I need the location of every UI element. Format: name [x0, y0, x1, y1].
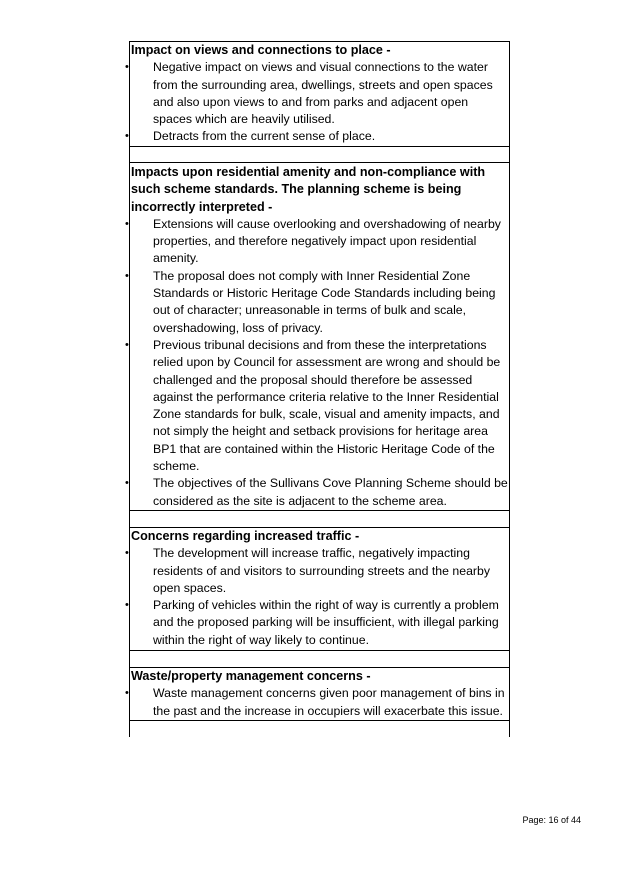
table-rule: [130, 162, 509, 163]
bullet-icon: •: [125, 217, 129, 230]
bullet-list: [125, 685, 509, 720]
section-heading: [130, 528, 509, 545]
item-line: The development will increase traffic, negatively impacting: [153, 546, 470, 561]
item-line: open spaces.: [153, 580, 227, 595]
item-line: Previous tribunal decisions and from these the interpretations: [153, 337, 487, 352]
item-line: from the surrounding area, dwellings, streets and open spaces: [153, 77, 493, 92]
item-line: out of character; unreasonable in terms of bulk and scale,: [153, 303, 467, 318]
item-line: Parking of vehicles within the right of way is currently a problem: [153, 598, 499, 613]
item-line: Standards or Historic Heritage Code Standards including being: [153, 286, 496, 301]
list-item: [125, 59, 509, 128]
page-number: Page: 16 of 44: [522, 815, 581, 825]
list-item: [125, 216, 509, 268]
item-line: within the right of way likely to continue.: [153, 632, 369, 647]
list-item: [125, 475, 509, 510]
bullet-icon: •: [125, 61, 129, 74]
item-line: The objectives of the Sullivans Cove Planning Scheme should be: [153, 476, 508, 491]
list-item: [125, 268, 509, 337]
section-views-connections: [125, 42, 509, 146]
list-item: [125, 597, 509, 649]
table-rule: [130, 720, 509, 721]
item-line: the past and the increase in occupiers will exacerbate this issue.: [153, 703, 503, 718]
heading-line: Waste/property management concerns -: [131, 669, 371, 683]
section-heading: [130, 668, 509, 685]
table-rule: [130, 510, 509, 511]
table-rule: [130, 650, 509, 651]
item-line: properties, and therefore negatively impact upon residential: [153, 234, 477, 249]
section-heading: [130, 42, 509, 59]
bullet-list: [125, 216, 509, 510]
bullet-list: [125, 545, 509, 649]
bullet-icon: •: [125, 547, 129, 560]
heading-line: incorrectly interpreted -: [131, 199, 273, 214]
bullet-list: [125, 59, 509, 145]
item-line: Negative impact on views and visual connections to the water: [153, 60, 488, 75]
bullet-icon: •: [125, 477, 129, 490]
item-line: Extensions will cause overlooking and overshadowing of nearby: [153, 216, 501, 231]
objections-table: [125, 41, 510, 737]
list-item: [125, 128, 509, 145]
item-line: and the proposed parking will be insufficient, with illegal parking: [153, 615, 499, 630]
item-line: Detracts from the current sense of place.: [153, 129, 376, 144]
bullet-icon: •: [125, 130, 129, 143]
item-line: scheme.: [153, 459, 200, 474]
item-line: overshadowing, loss of privacy.: [153, 320, 323, 335]
heading-line: Concerns regarding increased traffic -: [131, 529, 360, 543]
item-line: not simply the height and setback provisions for heritage area: [153, 424, 488, 439]
bullet-icon: •: [125, 338, 129, 351]
heading-line: Impacts upon residential amenity and non-compliance with: [131, 165, 486, 179]
item-line: against the performance criteria relative to the Inner Residential: [153, 389, 499, 404]
item-line: challenged and the proposal should therefore be assessed: [153, 372, 473, 387]
item-line: and also upon views to and from parks and adjacent open: [153, 94, 469, 109]
list-item: [125, 545, 509, 597]
section-traffic: [125, 528, 509, 649]
list-item: [125, 337, 509, 475]
section-heading: [130, 164, 509, 216]
bullet-icon: •: [125, 687, 129, 700]
item-line: Zone standards for bulk, scale, visual and amenity impacts, and: [153, 407, 500, 422]
item-line: The proposal does not comply with Inner Residential Zone: [153, 268, 471, 283]
item-line: residents of and visitors to surrounding streets and the nearby: [153, 563, 490, 578]
item-line: Waste management concerns given poor management of bins in: [153, 686, 505, 701]
item-line: spaces which are heavily utilised.: [153, 112, 335, 127]
item-line: BP1 that are contained within the Historic Heritage Code of the: [153, 441, 495, 456]
item-line: considered as the site is adjacent to the scheme area.: [153, 493, 447, 508]
list-item: [125, 685, 509, 720]
section-residential-amenity: [125, 164, 509, 510]
item-line: relied upon by Council for assessment are wrong and should be: [153, 355, 501, 370]
section-waste-management: [125, 668, 509, 720]
heading-line: Impact on views and connections to place -: [131, 43, 391, 57]
item-line: amenity.: [153, 251, 199, 266]
bullet-icon: •: [125, 269, 129, 282]
heading-line: such scheme standards. The planning scheme is being: [131, 182, 462, 197]
bullet-icon: •: [125, 599, 129, 612]
table-rule: [130, 146, 509, 147]
